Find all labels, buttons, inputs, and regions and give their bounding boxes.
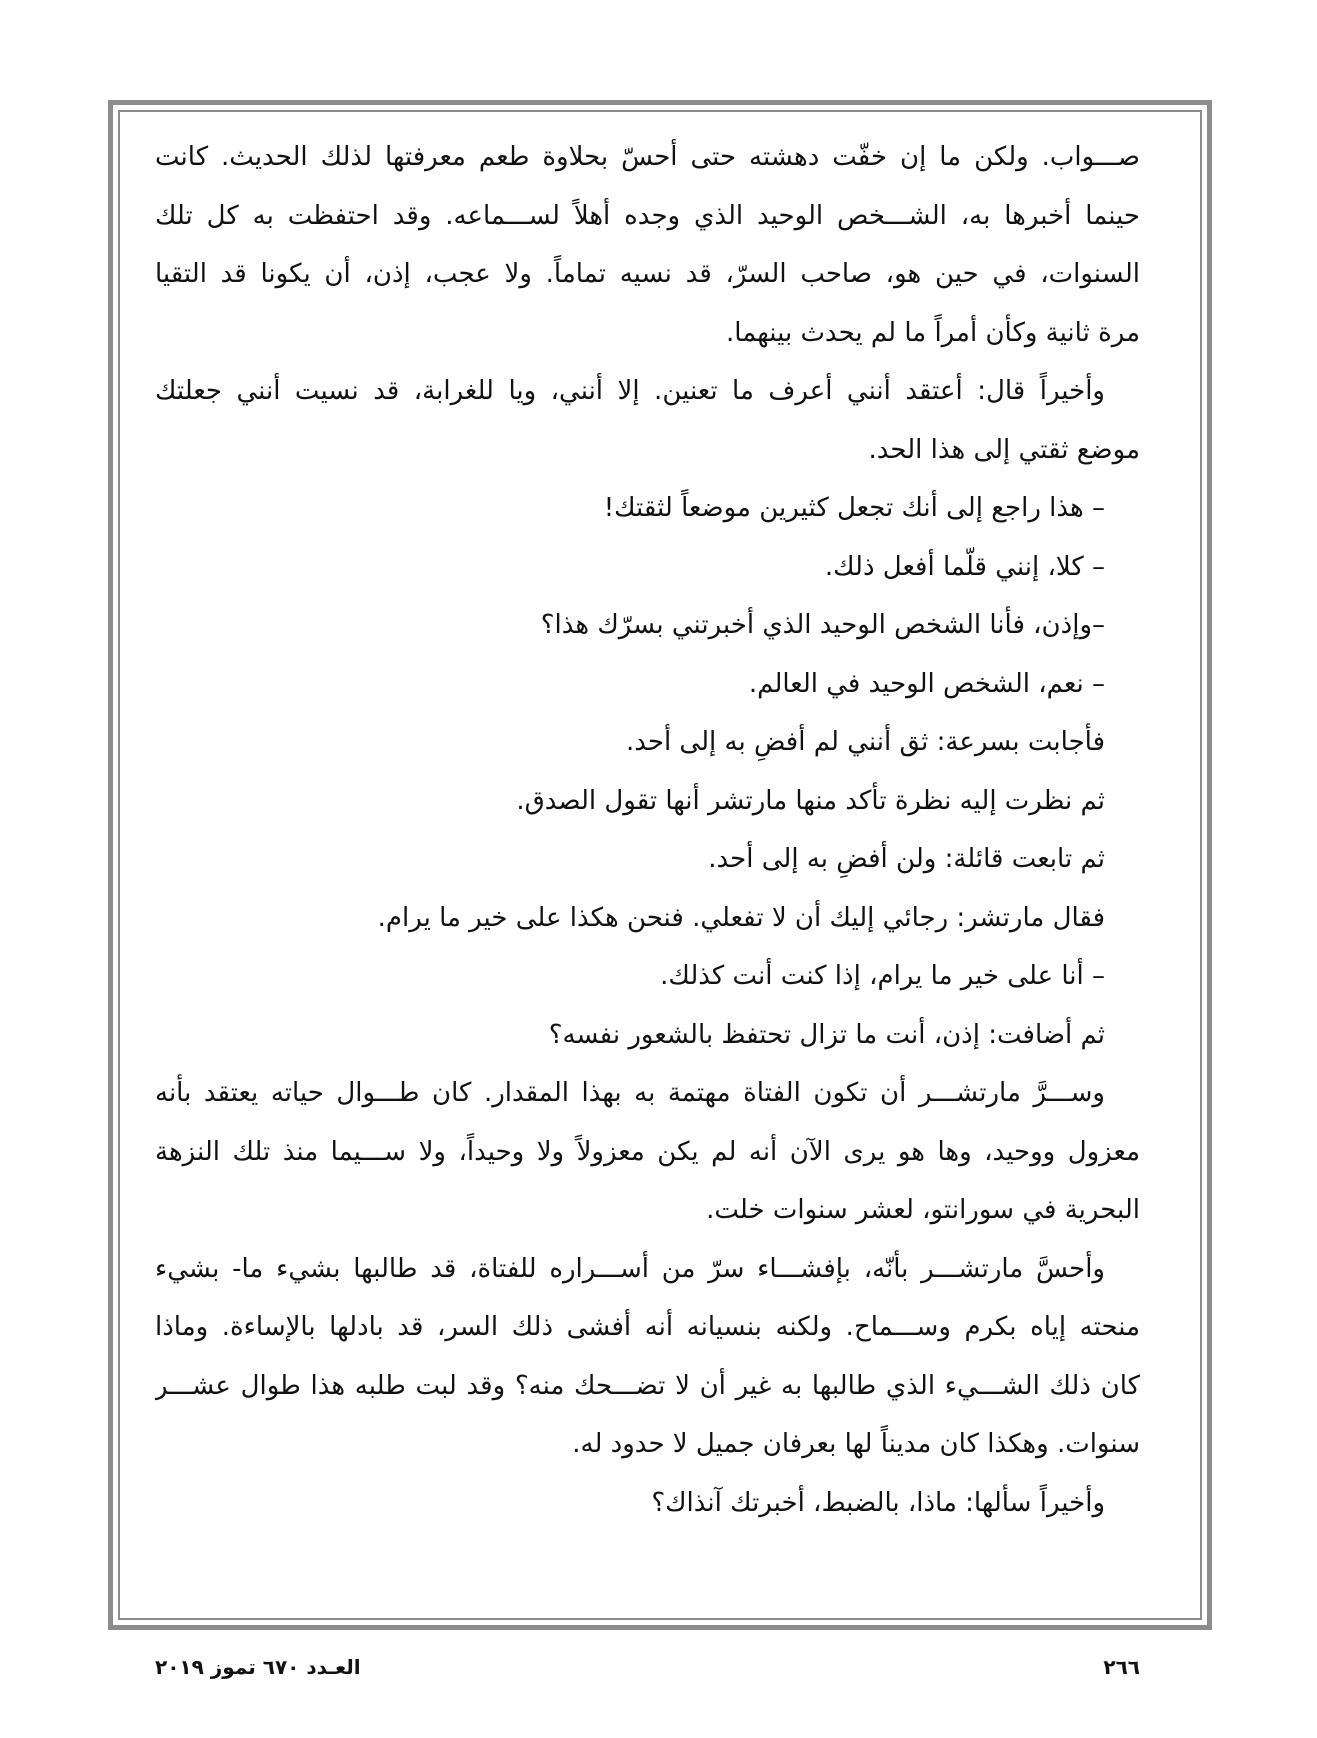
text-line: معزول ووحيد، وها هو يرى الآن أنه لم يكن معزولاً ولا وحيداً، ولا ســـيما منذ تلك النزهة <box>155 1136 1140 1167</box>
body-text <box>155 128 1140 1532</box>
text-line: وأخيراً قال: أعتقد أنني أعرف ما تعنين. إلا أنني، ويا للغرابة، قد نسيت أنني جعلتك <box>155 376 1105 406</box>
text-line: حينما أخبرها به، الشـــخص الوحيد الذي وجده أهلاً لســـماعه. وقد احتفظت به كل تلك <box>155 200 1140 231</box>
dialogue-line: فقال مارتشر: رجائي إليك أن لا تفعلي. فنحن هكذا على خير ما يرام. <box>377 902 1105 933</box>
dialogue-line: – هذا راجع إلى أنك تجعل كثيرين موضعاً لثقتك! <box>603 493 1105 523</box>
text-line: مرة ثانية وكأن أمراً ما لم يحدث بينهما. <box>726 317 1140 348</box>
text-line: كان ذلك الشـــيء الذي طالبها به غير أن لا تضـــحك منه؟ وقد لبت طلبه هذا طوال عشـــر <box>155 1370 1140 1401</box>
dialogue-line: – أنا على خير ما يرام، إذا كنت أنت كذلك. <box>660 961 1105 991</box>
text-line: وأخيراً سألها: ماذا، بالضبط، أخبرتك آنذاك؟ <box>651 1487 1105 1518</box>
page-footer <box>155 1655 1140 1685</box>
text-line: سنوات. وهكذا كان مديناً لها بعرفان جميل لا حدود له. <box>572 1429 1140 1459</box>
text-line: البحرية في سورانتو، لعشر سنوات خلت. <box>706 1195 1140 1225</box>
dialogue-line: ثم أضافت: إذن، أنت ما تزال تحتفظ بالشعور نفسه؟ <box>548 1019 1105 1050</box>
text-line: وأحسَّ مارتشـــر بأنّه، بإفشـــاء سرّ من أســـراره للفتاة، قد طالبها بشيء ما- بشيء <box>155 1253 1105 1284</box>
text-line: وســـرَّ مارتشـــر أن تكون الفتاة مهتمة به بهذا المقدار. كان طـــوال حياته يعتقد بأنه <box>155 1078 1105 1108</box>
text-line: موضع ثقتي إلى هذا الحد. <box>868 434 1140 465</box>
text-line: صـــواب. ولكن ما إن خفّت دهشته حتى أحسّ بحلاوة طعم معرفتها لذلك الحديث. كانت <box>155 142 1140 172</box>
dialogue-line: –وإذن، فأنا الشخص الوحيد الذي أخبرتني بسرّك هذا؟ <box>540 610 1105 640</box>
page-number: ٢٦٦ <box>1103 1655 1140 1679</box>
issue-info: العـدد ٦٧٠ تموز ٢٠١٩ <box>155 1655 361 1679</box>
dialogue-line: – كلا، إنني قلّما أفعل ذلك. <box>824 551 1105 582</box>
dialogue-line: ثم نظرت إليه نظرة تأكد منها مارتشر أنها تقول الصدق. <box>516 785 1105 816</box>
dialogue-line: فأجابت بسرعة: ثق أنني لم أفضِ به إلى أحد. <box>625 727 1105 757</box>
text-line: السنوات، في حين هو، صاحب السرّ، قد نسيه تماماً. ولا عجب، إذن، أن يكونا قد التقيا <box>155 259 1140 289</box>
text-line: منحته إياه بكرم وســـماح. ولكنه بنسيانه أنه أفشى ذلك السر، قد بادلها بالإساءة. وماذا <box>155 1312 1140 1342</box>
dialogue-line: ثم تابعت قائلة: ولن أفضِ به إلى أحد. <box>708 844 1105 874</box>
dialogue-line: – نعم، الشخص الوحيد في العالم. <box>748 668 1105 699</box>
